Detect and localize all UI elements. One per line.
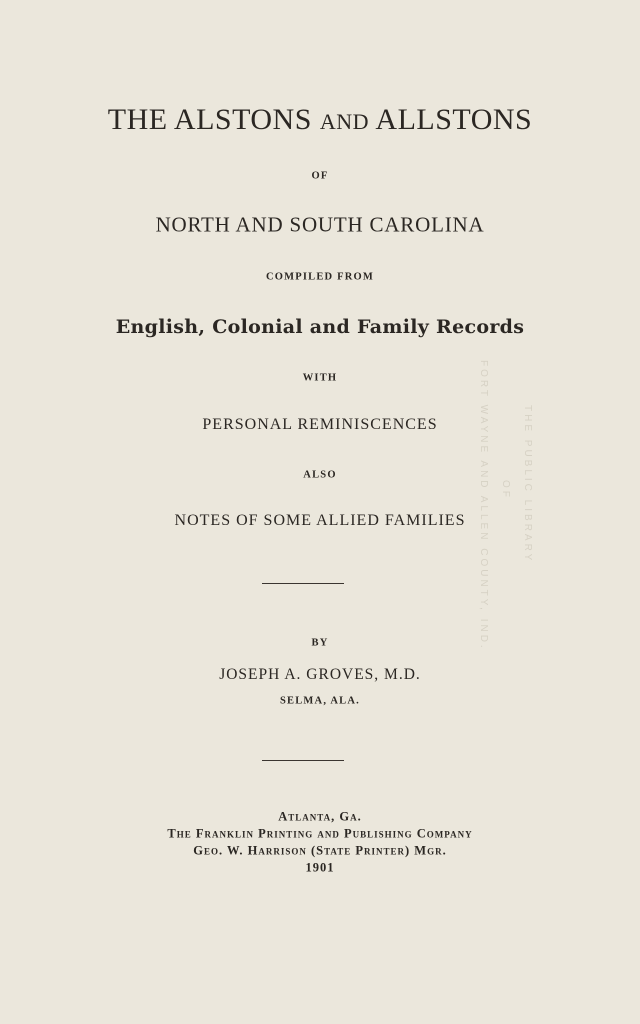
imprint-city: Atlanta, Ga. <box>278 809 362 824</box>
notes-line: NOTES OF SOME ALLIED FAMILIES <box>174 512 466 529</box>
divider-rule <box>262 583 344 584</box>
also-label: ALSO <box>303 469 337 481</box>
book-title <box>0 103 640 137</box>
by-label: BY <box>311 637 329 649</box>
of-label: OF <box>311 170 329 182</box>
sources-line: English, Colonial and Family Records <box>115 316 525 338</box>
imprint-publisher: The Franklin Printing and Publishing Company <box>167 826 473 841</box>
author-location: SELMA, ALA. <box>279 695 360 707</box>
title-part-1: THE ALSTONS <box>107 103 312 136</box>
region-title: NORTH AND SOUTH CAROLINA <box>155 212 485 237</box>
imprint-manager: Geo. W. Harrison (State Printer) Mgr. <box>193 843 447 858</box>
title-and: AND <box>319 109 370 134</box>
stamp-line-3: FORT WAYNE AND ALLEN COUNTY, IND. <box>478 360 489 651</box>
stamp-line-1: THE PUBLIC LIBRARY <box>522 405 533 564</box>
divider-rule <box>262 760 344 761</box>
stamp-line-2: OF <box>500 480 511 500</box>
title-part-2: ALLSTONS <box>375 103 533 136</box>
with-label: WITH <box>302 372 338 384</box>
author-name: JOSEPH A. GROVES, M.D. <box>219 666 421 683</box>
reminiscences-line: PERSONAL REMINISCENCES <box>202 416 438 433</box>
imprint-year: 1901 <box>305 860 335 875</box>
compiled-from-label: COMPILED FROM <box>265 271 375 283</box>
